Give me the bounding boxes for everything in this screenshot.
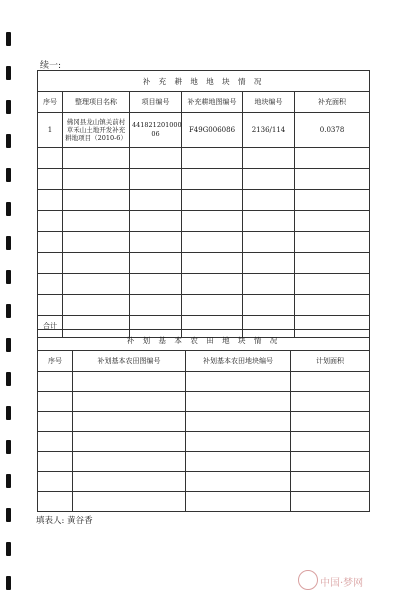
binder-hole [6, 270, 11, 284]
cell-area: 0.0378 [295, 113, 370, 148]
binder-hole [6, 134, 11, 148]
filler-label: 填表人: [36, 516, 65, 526]
basic-farmland-table [37, 329, 370, 512]
binder-hole [6, 202, 11, 216]
binder-hole [6, 338, 11, 352]
header-seq: 序号 [38, 351, 73, 372]
header-area: 补充面积 [295, 92, 370, 113]
supplementary-farmland-table [37, 70, 370, 338]
table-row [38, 492, 370, 512]
filler-line [36, 514, 93, 526]
binder-hole [6, 576, 11, 590]
header-project-no: 项目编号 [130, 92, 182, 113]
total-label: 合计 [38, 316, 63, 338]
header-map-no: 补充耕地图编号 [182, 92, 243, 113]
table-row [38, 372, 370, 392]
cell-map-no: F49G006086 [182, 113, 243, 148]
cell-seq: 1 [38, 113, 63, 148]
binder-hole [6, 508, 11, 522]
table-row [38, 232, 370, 253]
watermark: 中国·梦网 [320, 578, 364, 589]
header-seq: 序号 [38, 92, 63, 113]
binder-hole [6, 440, 11, 454]
header-plot-no: 地块编号 [243, 92, 295, 113]
table-row [38, 392, 370, 412]
header-map-no: 补划基本农田图编号 [73, 351, 186, 372]
continued-label: 续一: [40, 61, 62, 71]
table-row [38, 412, 370, 432]
table1-title: 补 充 耕 地 地 块 情 况 [38, 71, 370, 92]
cell-project-name: 佛冈县龙山镇关前村草禾山土地开发补充耕地项目（2010-6） [63, 113, 130, 148]
table-row [38, 452, 370, 472]
header-plot-no: 补划基本农田地块编号 [186, 351, 291, 372]
binder-hole [6, 66, 11, 80]
watermark-seal-icon [298, 570, 318, 590]
binder-hole [6, 304, 11, 318]
table-row [38, 253, 370, 274]
binder-hole [6, 100, 11, 114]
header-area: 计划面积 [291, 351, 370, 372]
binder-hole [6, 372, 11, 386]
cell-project-no: 441821201000 06 [130, 113, 182, 148]
table-row [38, 211, 370, 232]
table-row [38, 295, 370, 316]
table-row [38, 472, 370, 492]
binder-hole [6, 406, 11, 420]
binder-hole [6, 236, 11, 250]
cell-plot-no: 2136/114 [243, 113, 295, 148]
table2-title: 补 划 基 本 农 田 地 块 情 况 [38, 330, 370, 351]
header-project-name: 整理项目名称 [63, 92, 130, 113]
table-row [38, 274, 370, 295]
table-row [38, 432, 370, 452]
table-row [38, 190, 370, 211]
binder-hole [6, 542, 11, 556]
binder-hole [6, 474, 11, 488]
filler-name: 黄谷香 [67, 516, 93, 526]
binder-hole [6, 168, 11, 182]
binder-hole [6, 32, 11, 46]
table-row [38, 148, 370, 169]
table-row [38, 113, 370, 148]
table-row [38, 169, 370, 190]
